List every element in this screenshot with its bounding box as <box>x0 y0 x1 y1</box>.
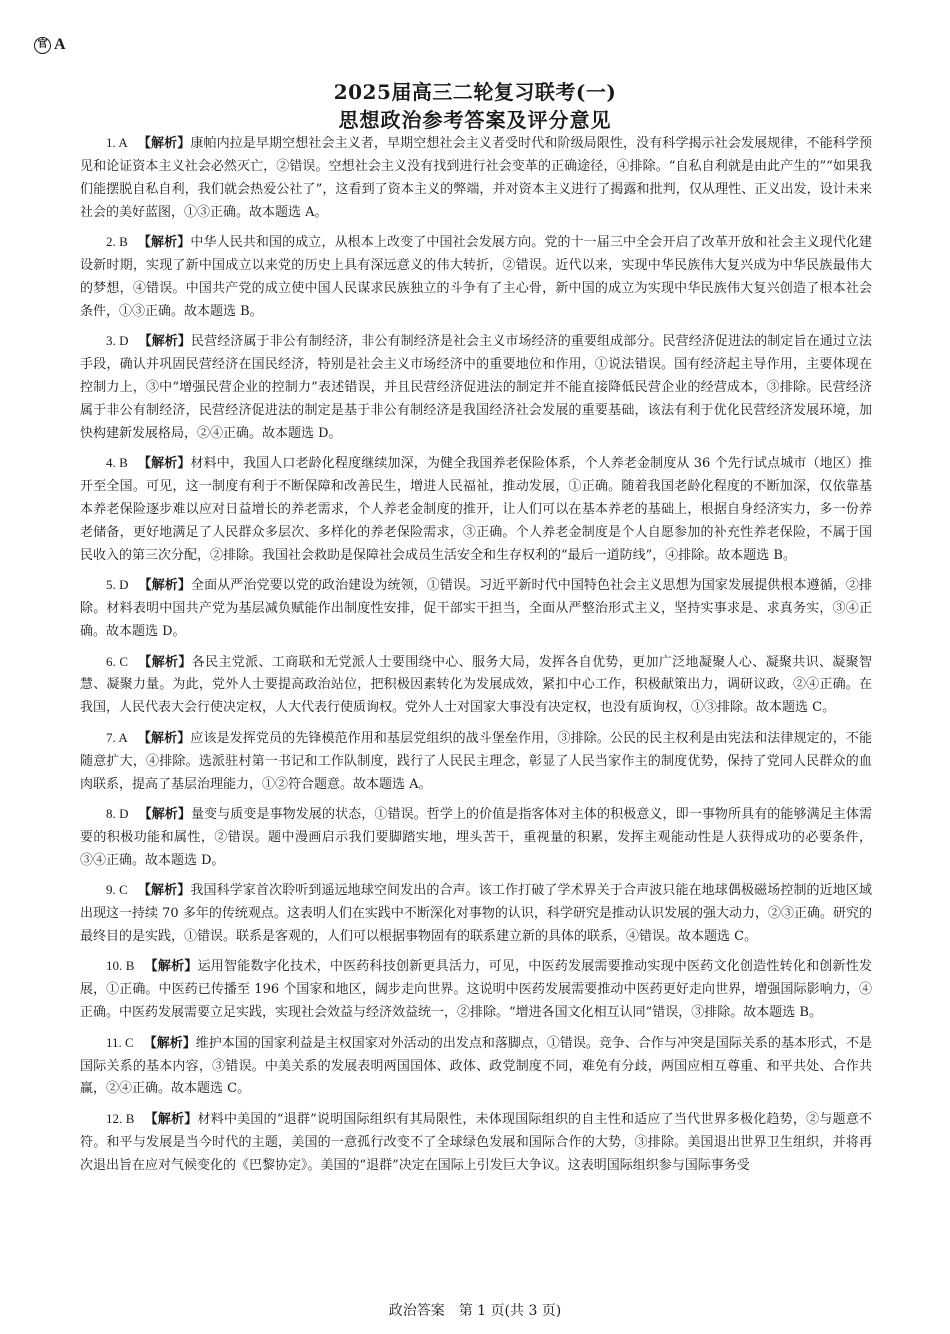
analysis-tag: 【解析】 <box>144 959 198 975</box>
exam-title: 2025届高三二轮复习联考(一) <box>333 80 617 104</box>
analysis-text: 全面从严治党要以党的政治建设为统领，①错误。习近平新时代中国特色社会主义思想为国家发展提供根本遵循，②排除。材料表明中国共产党为基层减负赋能作出制度性安排，促干部实干担当，全面从严整治形式主义，坚持实事求是、求真务实，③④正确。故本题选 D。 <box>80 578 872 640</box>
answer-item <box>80 574 872 644</box>
answer-item <box>80 879 872 949</box>
analysis-text: 我国科学家首次聆听到遥远地球空间发出的合声。该工作打破了学术界关于合声波只能在地球偶极磁场控制的近地区域出现这一持续 70 多年的传统观点。这表明人们在实践中不断深化对事物的认识，科学研究是推动认识发展的强大动力，②③正确。研究的最终目的是实践，①错误。联系是客观的，人们可以根据事物固有的联系建立新的具体的联系，④错误。故本题选 C。 <box>80 883 872 944</box>
analysis-text: 民营经济属于非公有制经济，非公有制经济是社会主义市场经济的重要组成部分。民营经济促进法的制定旨在通过立法手段，确认并巩固民营经济在国民经济，特别是社会主义市场经济中的重要地位和作用，①说法错误。国有经济起主导作用，主要体现在控制力上，③中“增强民营企业的控制力”表述错误，并且民营经济促进法的制定并不能直接降低民营企业的经营成本，③排除。民营经济属于非公有制经济，民营经济促进法的制定是基于非公有制经济是我国经济社会发展的重要基础，该法有利于优化民营经济发展环境，加快构建新发展格局，②④正确。故本题选 D。 <box>80 334 872 441</box>
answer-item <box>80 452 872 568</box>
question-number: 12. B <box>106 1110 135 1126</box>
analysis-tag: 【解析】 <box>138 806 191 822</box>
analysis-text: 运用智能数字化技术，中医药科技创新更具活力，可见，中医药发展需要推动实现中医药文化创造性转化和创新性发展，①正确。中医药已传播至 196 个国家和地区，阔步走向世界。这说明中医药发展需要推动中医药更好走向世界，增强国际影响力，④正确。中医药发展需要立足实践，实现社会效益与经济效益统一，②排除。“增进各国文化相互认同”错误，③排除。故本题选 B。 <box>80 959 872 1021</box>
answer-item <box>80 727 872 797</box>
analysis-text: 应该是发挥党员的先锋模范作用和基层党组织的战斗堡垒作用，③排除。公民的民主权利是由宪法和法律规定的，不能随意扩大，④排除。选派驻村第一书记和工作队制度，践行了人民民主理念，彰显了人民当家作主的制度优势，保持了党同人民群众的血肉联系，提高了基层治理能力，①②符合题意。故本题选 A。 <box>80 730 872 792</box>
answer-item <box>80 803 872 873</box>
version-letter: A <box>54 36 66 53</box>
question-number: 3. D <box>106 333 129 349</box>
analysis-tag: 【解析】 <box>137 235 191 251</box>
analysis-text: 材料中美国的“退群”说明国际组织有其局限性，未体现国际组织的自主性和适应了当代世界多极化趋势，②与题意不符。和平与发展是当今时代的主题，美国的一意孤行改变不了全球绿色发展和国际合作的大势，③排除。美国退出世界卫生组织，并将再次退出旨在应对气候变化的《巴黎协定》。美国的“退群”决定在国际上引发巨大争议。这表明国际组织参与国际事务受 <box>80 1111 872 1173</box>
answer-item <box>80 132 872 225</box>
answer-item <box>80 955 872 1025</box>
analysis-tag: 【解析】 <box>137 730 191 746</box>
analysis-tag: 【解析】 <box>137 456 191 472</box>
page-footer: 政治答案 第 1 页(共 3 页) <box>388 1303 562 1319</box>
seal-icon: 官 <box>34 37 51 54</box>
answer-list <box>80 132 872 1184</box>
analysis-tag: 【解析】 <box>144 1111 198 1127</box>
answer-title: 思想政治参考答案及评分意见 <box>338 108 612 132</box>
answer-item <box>80 1032 872 1102</box>
analysis-text: 量变与质变是事物发展的状态，①错误。哲学上的价值是指客体对主体的积极意义，即一事物所具有的能够满足主体需要的积极功能和属性，②错误。题中漫画启示我们要脚踏实地，埋头苦干，重视量的积累，发挥主观能动性是人获得成功的必要条件，③④正确。故本题选 D。 <box>80 806 872 868</box>
analysis-tag: 【解析】 <box>143 1035 196 1051</box>
analysis-text: 各民主党派、工商联和无党派人士要围绕中心、服务大局，发挥各自优势，更加广泛地凝聚人心、凝聚共识、凝聚智慧、凝聚力量。为此，党外人士要提高政治站位，把积极因素转化为发展成效，紧扣中心工作，积极献策出力，调研议政，②④正确。在我国，人民代表大会行使决定权，人大代表行使质询权。党外人士对国家大事没有决定权，也没有质询权，①③排除。故本题选 C。 <box>80 654 872 716</box>
analysis-tag: 【解析】 <box>138 654 192 670</box>
analysis-tag: 【解析】 <box>137 136 191 151</box>
question-number: 1. A <box>106 135 128 150</box>
question-number: 2. B <box>106 234 128 250</box>
analysis-tag: 【解析】 <box>137 883 191 899</box>
question-number: 6. C <box>106 653 129 669</box>
question-number: 10. B <box>106 958 135 974</box>
analysis-tag: 【解析】 <box>138 578 191 594</box>
analysis-text: 康帕内拉是早期空想社会主义者，早期空想社会主义者受时代和阶级局限性，没有科学揭示社会发展规律，不能科学预见和论证资本主义社会必然灭亡，②错误。空想社会主义没有找到进行社会变革的正确途径，④排除。“自私自利就是由此产生的”“如果我们能摆脱自私自利，我们就会热爱公社了”，这看到了资本主义的弊端，并对资本主义进行了揭露和批判，仅从理性、正义出发，设计未来社会的美好蓝图，①③正确。故本题选 A。 <box>80 136 872 220</box>
question-number: 7. A <box>106 729 128 745</box>
analysis-tag: 【解析】 <box>138 334 191 350</box>
analysis-text: 中华人民共和国的成立，从根本上改变了中国社会发展方向。党的十一届三中全会开启了改革开放和社会主义现代化建设新时期，实现了新中国成立以来党的历史上具有深远意义的伟大转折，②错误。近代以来，实现中华民族伟大复兴成为中华民族最伟大的梦想，④错误。中国共产党的成立使中国人民谋求民族独立的斗争有了主心骨，新中国的成立为实现中华民族伟大复兴创造了根本社会条件，①③正确。故本题选 B。 <box>80 235 872 319</box>
question-number: 5. D <box>106 577 129 593</box>
analysis-text: 材料中，我国人口老龄化程度继续加深，为健全我国养老保险体系，个人养老金制度从 36 个先行试点城市（地区）推开至全国。可见，这一制度有利于不断保障和改善民生，增进人民福祉，推动发展，①正确。随着我国老龄化程度的不断加深，仅依靠基本养老保险逐步难以应对日益增长的养老需求，个人养老金制度的推开，让人们可以在基本养老的基础上，根据自身经济实力，多一份养老储备，更好地满足了人民群众多层次、多样化的养老保险需求，③正确。个人养老金制度是个人自愿参加的补充性养老保险，不属于国民收入的第三次分配，②排除。我国社会救助是保障社会成员生活安全和生存权利的“最后一道防线”，④排除。故本题选 B。 <box>80 456 873 563</box>
answer-item <box>80 651 872 721</box>
question-number: 8. D <box>106 805 129 821</box>
version-mark <box>34 36 66 54</box>
answer-item <box>80 330 872 446</box>
answer-item <box>80 1108 872 1178</box>
question-number: 11. C <box>106 1034 134 1050</box>
question-number: 4. B <box>106 455 128 471</box>
analysis-text: 维护本国的国家利益是主权国家对外活动的出发点和落脚点，①错误。竞争、合作与冲突是国际关系的基本形式，不是国际关系的基本内容，③错误。中美关系的发展表明两国国体、政体、政党制度不同，难免有分歧，两国应相互尊重、和平共处、合作共赢，②④正确。故本题选 C。 <box>80 1035 872 1097</box>
answer-item <box>80 231 872 324</box>
question-number: 9. C <box>106 882 128 898</box>
